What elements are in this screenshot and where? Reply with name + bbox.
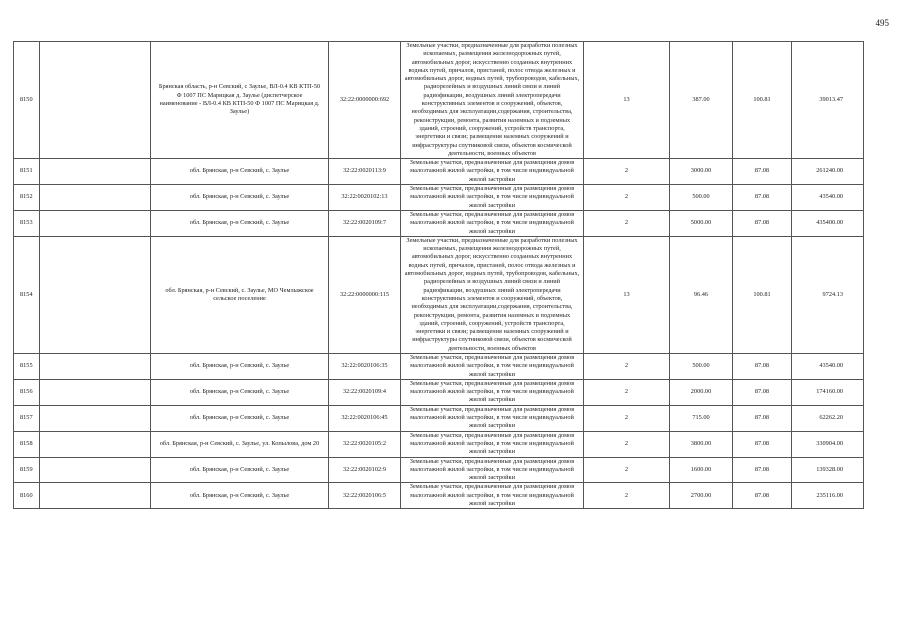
cadastral-number: 32:22:0000000:115 (329, 236, 401, 353)
land-use-description: Земельные участки, предназначенные для размещения домов малоэтажной жилой застройки, в том числе индивидуальной жилой застройки (401, 159, 584, 185)
location-address: обл. Брянская, р-н Севский, с. Заулье, ул. Копылова, дом 20 (151, 431, 329, 457)
cadastral-value: 62262.20 (792, 405, 864, 431)
cadastral-value: 330904.00 (792, 431, 864, 457)
land-use-description: Земельные участки, предназначенные для разработки полезных ископаемых, размещения железнодорожных путей, автомобильных дорог, искусственно созданных внутренних водных путей, причалов, пристаней, полос отвода железных и автомобильных дорог, водных путей, трубопроводов, кабельных, радиорелейных и воздушных линий связи и линий радиофикации, воздушных линий электропередачи конструктивных элементов и сооружений, объектов, необходимых для эксплуатации,содержания, строительства, реконструкции, ремонта, развития наземных и подземных зданий, строений, сооружений, устройств транспорта, энергетики и связи; размещения наземных сооружений и инфраструктуры спутниковой связи, объектов космической деятельности, военных объектов (401, 236, 584, 353)
location-address: обл. Брянская, р-н Севский, с. Заулье (151, 185, 329, 211)
table-row (14, 353, 864, 379)
land-area: 3800.00 (670, 431, 733, 457)
specific-value: 87.08 (733, 159, 792, 185)
location-address: Брянская область, р-н Севский, с Заулье, ВЛ-0.4 КВ КТП-50 Ф 1007 ПС Марицкая д. Заулье (диспетчерское наименование - ВЛ-0.4 КВ КТП-50 Ф 1007 ПС Марицкая д. Заулье) (151, 42, 329, 159)
use-group-code: 2 (584, 405, 670, 431)
table-row (14, 405, 864, 431)
cadastral-number: 32:22:0020106:5 (329, 483, 401, 509)
specific-value: 87.08 (733, 405, 792, 431)
table-row (14, 483, 864, 509)
cadastral-value: 261240.00 (792, 159, 864, 185)
use-group-code: 13 (584, 236, 670, 353)
cadastral-number: 32:22:0000000:692 (329, 42, 401, 159)
location-address: обл. Брянская, р-н Севский, с. Заулье (151, 210, 329, 236)
table-row (14, 431, 864, 457)
location-address: обл. Брянская, р-н Севский, с. Заулье (151, 353, 329, 379)
specific-value: 100.81 (733, 42, 792, 159)
table-row (14, 185, 864, 211)
use-group-code: 2 (584, 159, 670, 185)
use-group-code: 2 (584, 210, 670, 236)
location-address: обл. Брянская, р-н Севский, с. Заулье, МО Чемлыжское сельское поселение (151, 236, 329, 353)
empty-cell (40, 379, 151, 405)
use-group-code: 2 (584, 185, 670, 211)
location-address: обл. Брянская, р-н Севский, с. Заулье (151, 483, 329, 509)
land-area: 500.00 (670, 185, 733, 211)
land-area: 387.00 (670, 42, 733, 159)
row-number: 8154 (14, 236, 40, 353)
land-use-description: Земельные участки, предназначенные для размещения домов малоэтажной жилой застройки, в том числе индивидуальной жилой застройки (401, 379, 584, 405)
empty-cell (40, 483, 151, 509)
row-number: 8155 (14, 353, 40, 379)
use-group-code: 13 (584, 42, 670, 159)
land-area: 2700.00 (670, 483, 733, 509)
specific-value: 100.81 (733, 236, 792, 353)
land-use-description: Земельные участки, предназначенные для размещения домов малоэтажной жилой застройки, в том числе индивидуальной жилой застройки (401, 185, 584, 211)
cadastral-number: 32:22:0020109:4 (329, 379, 401, 405)
land-use-description: Земельные участки, предназначенные для размещения домов малоэтажной жилой застройки, в том числе индивидуальной жилой застройки (401, 483, 584, 509)
use-group-code: 2 (584, 379, 670, 405)
empty-cell (40, 42, 151, 159)
empty-cell (40, 185, 151, 211)
location-address: обл. Брянская, р-н Севский, с. Заулье (151, 159, 329, 185)
table-row (14, 457, 864, 483)
empty-cell (40, 457, 151, 483)
page-number: 495 (875, 18, 889, 28)
land-area: 3000.00 (670, 159, 733, 185)
table-row (14, 236, 864, 353)
cadastral-number: 32:22:0020106:35 (329, 353, 401, 379)
land-area: 500.00 (670, 353, 733, 379)
specific-value: 87.08 (733, 379, 792, 405)
specific-value: 87.08 (733, 431, 792, 457)
use-group-code: 2 (584, 353, 670, 379)
use-group-code: 2 (584, 457, 670, 483)
table-row (14, 210, 864, 236)
empty-cell (40, 159, 151, 185)
land-area: 96.46 (670, 236, 733, 353)
empty-cell (40, 431, 151, 457)
cadastral-value: 39013.47 (792, 42, 864, 159)
land-area: 1600.00 (670, 457, 733, 483)
table-body (14, 42, 864, 509)
row-number: 8160 (14, 483, 40, 509)
land-use-description: Земельные участки, предназначенные для размещения домов малоэтажной жилой застройки, в том числе индивидуальной жилой застройки (401, 431, 584, 457)
row-number: 8151 (14, 159, 40, 185)
empty-cell (40, 405, 151, 431)
cadastral-number: 32:22:0020106:45 (329, 405, 401, 431)
cadastral-value: 43540.00 (792, 353, 864, 379)
cadastral-number: 32:22:0020109:7 (329, 210, 401, 236)
cadastral-number: 32:22:0020102:9 (329, 457, 401, 483)
specific-value: 87.08 (733, 457, 792, 483)
land-area: 715.00 (670, 405, 733, 431)
cadastral-number: 32:22:0020102:13 (329, 185, 401, 211)
location-address: обл. Брянская, р-н Севский, с. Заулье (151, 457, 329, 483)
empty-cell (40, 236, 151, 353)
location-address: обл. Брянская, р-н Севский, с. Заулье (151, 405, 329, 431)
row-number: 8157 (14, 405, 40, 431)
row-number: 8159 (14, 457, 40, 483)
land-use-description: Земельные участки, предназначенные для размещения домов малоэтажной жилой застройки, в том числе индивидуальной жилой застройки (401, 405, 584, 431)
table-row (14, 379, 864, 405)
specific-value: 87.08 (733, 185, 792, 211)
table-row (14, 159, 864, 185)
table-row (14, 42, 864, 159)
specific-value: 87.08 (733, 210, 792, 236)
cadastral-value: 174160.00 (792, 379, 864, 405)
use-group-code: 2 (584, 483, 670, 509)
row-number: 8152 (14, 185, 40, 211)
cadastral-value: 139328.00 (792, 457, 864, 483)
row-number: 8153 (14, 210, 40, 236)
land-use-description: Земельные участки, предназначенные для размещения домов малоэтажной жилой застройки, в том числе индивидуальной жилой застройки (401, 210, 584, 236)
use-group-code: 2 (584, 431, 670, 457)
specific-value: 87.08 (733, 353, 792, 379)
land-area: 5000.00 (670, 210, 733, 236)
row-number: 8150 (14, 42, 40, 159)
row-number: 8156 (14, 379, 40, 405)
land-area: 2000.00 (670, 379, 733, 405)
empty-cell (40, 210, 151, 236)
cadastral-number: 32:22:0020113:9 (329, 159, 401, 185)
empty-cell (40, 353, 151, 379)
cadastral-value: 235116.00 (792, 483, 864, 509)
cadastral-value: 435400.00 (792, 210, 864, 236)
cadastral-value: 9724.13 (792, 236, 864, 353)
cadastral-value: 43540.00 (792, 185, 864, 211)
cadastral-value-table (13, 41, 864, 509)
land-use-description: Земельные участки, предназначенные для разработки полезных ископаемых, размещения железнодорожных путей, автомобильных дорог, искусственно созданных внутренних водных путей, причалов, пристаней, полос отвода железных и автомобильных дорог, водных путей, трубопроводов, кабельных, радиорелейных и воздушных линий связи и линий радиофикации, воздушных линий электропередачи конструктивных элементов и сооружений, объектов, необходимых для эксплуатации,содержания, строительства, реконструкции, ремонта, развития наземных и подземных зданий, строений, сооружений, устройств транспорта, энергетики и связи; размещения наземных сооружений и инфраструктуры спутниковой связи, объектов космической деятельности, военных объектов (401, 42, 584, 159)
row-number: 8158 (14, 431, 40, 457)
location-address: обл. Брянская, р-н Севский, с. Заулье (151, 379, 329, 405)
specific-value: 87.08 (733, 483, 792, 509)
cadastral-number: 32:22:0020105:2 (329, 431, 401, 457)
land-use-description: Земельные участки, предназначенные для размещения домов малоэтажной жилой застройки, в том числе индивидуальной жилой застройки (401, 353, 584, 379)
land-use-description: Земельные участки, предназначенные для размещения домов малоэтажной жилой застройки, в том числе индивидуальной жилой застройки (401, 457, 584, 483)
